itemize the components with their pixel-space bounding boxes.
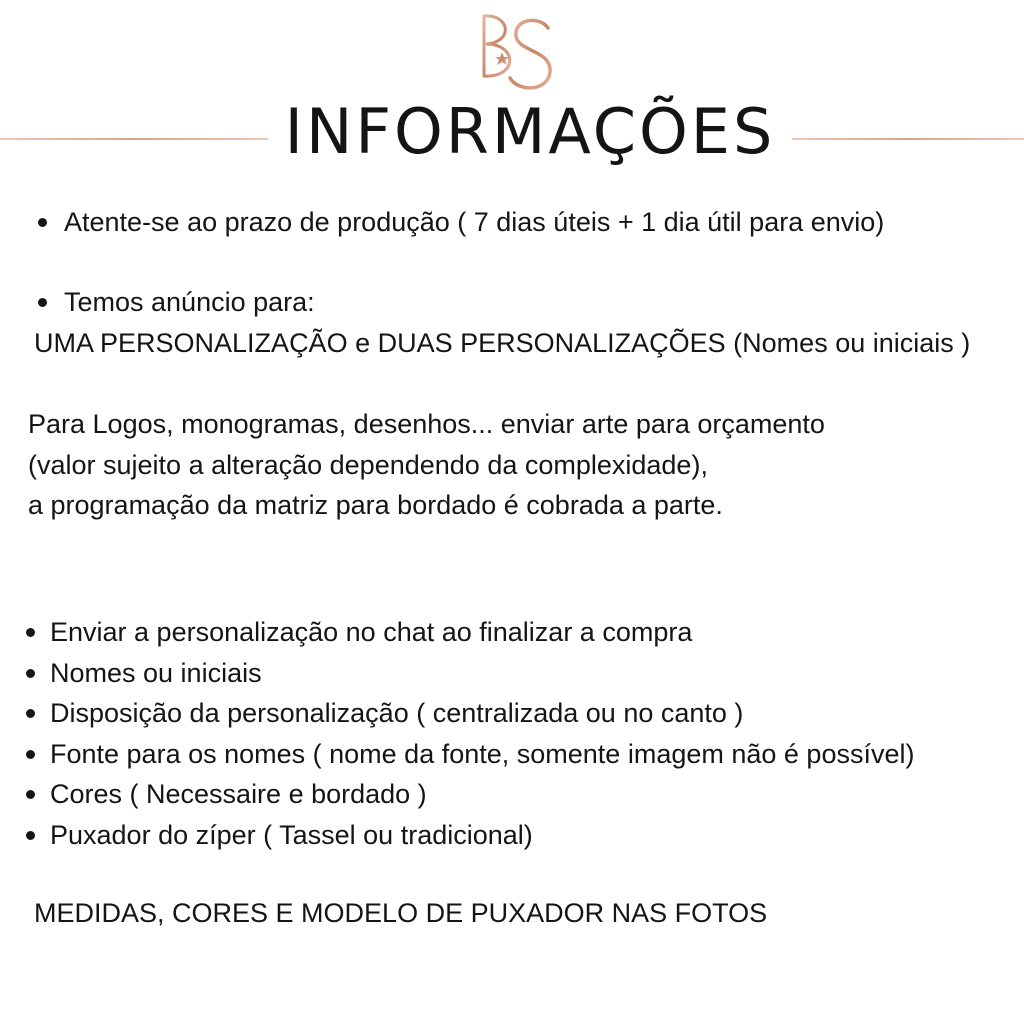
checklist-item-zipper: Puxador do zíper ( Tassel ou tradicional) xyxy=(50,815,914,856)
page-title: INFORMAÇÕES xyxy=(284,95,776,168)
ads-intro: Temos anúncio para: xyxy=(64,287,315,317)
checklist-item-colors: Cores ( Necessaire e bordado ) xyxy=(50,774,914,815)
logos-line-2: (valor sujeito a alteração dependendo da complexidade), xyxy=(28,450,708,480)
production-note: Atente-se ao prazo de produção ( 7 dias úteis + 1 dia útil para envio) xyxy=(64,207,885,237)
checklist-item-send-chat: Enviar a personalização no chat ao finalizar a compra xyxy=(50,612,914,653)
checklist-item-font: Fonte para os nomes ( nome da fonte, somente imagem não é possível) xyxy=(50,734,914,775)
checklist-item-layout: Disposição da personalização ( centralizada ou no canto ) xyxy=(50,693,914,734)
title-rule-right xyxy=(792,138,1024,140)
logos-line-3: a programação da matriz para bordado é cobrada a parte. xyxy=(28,490,723,520)
title-rule-left xyxy=(0,138,268,140)
checklist xyxy=(50,612,914,855)
logos-line-1: Para Logos, monogramas, desenhos... enviar arte para orçamento xyxy=(28,409,825,439)
ads-types: UMA PERSONALIZAÇÃO e DUAS PERSONALIZAÇÕES (Nomes ou iniciais ) xyxy=(34,328,971,358)
footer-note: MEDIDAS, CORES E MODELO DE PUXADOR NAS FOTOS xyxy=(34,898,768,928)
checklist-item-names: Nomes ou iniciais xyxy=(50,653,914,694)
